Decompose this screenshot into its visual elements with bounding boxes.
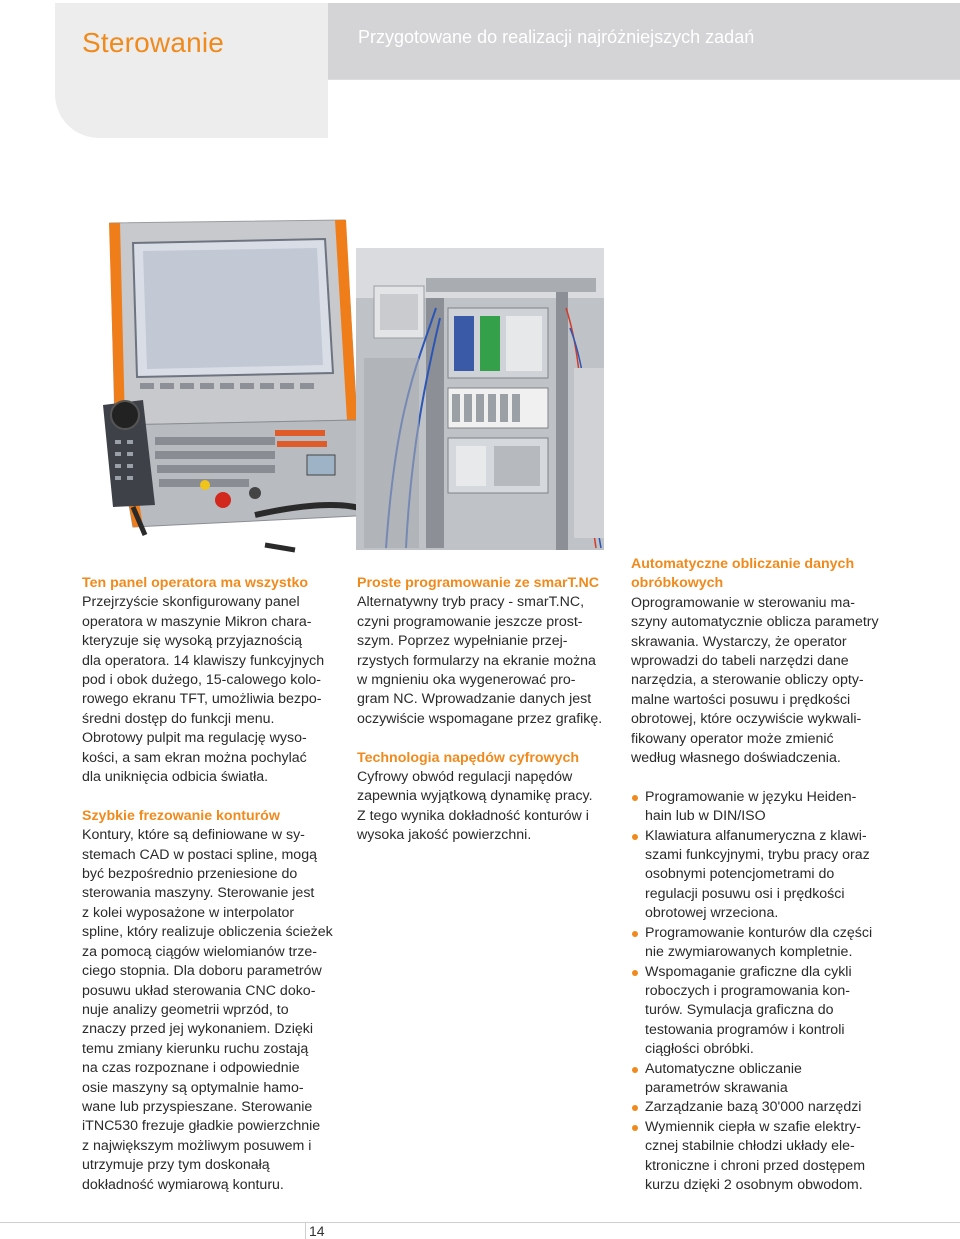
- list-item: Zarządzanie bazą 30'000 narzędzi: [631, 1098, 893, 1117]
- section-heading-smartnc: Proste programowanie ze smarT.NC: [357, 575, 600, 591]
- text-column-2: [357, 574, 619, 846]
- list-item: Programowanie w języku Heiden- hain lub w DIN/ISO: [631, 788, 893, 827]
- paragraph-digital-drives: Cyfrowy obwód regulacji napędów zapewnia wyjątkową dynamikę pracy. Z tego wynika dokładność konturów i wysoka jakość powierzchni.: [357, 769, 593, 844]
- page-number: 14: [309, 1223, 325, 1239]
- paragraph-contour-milling: Kontury, które są definiowane w sy- stemach CAD w postaci spline, mogą być bezpośrednio przeniesione do sterowania maszyny. Sterowanie jest z kolei wyposażone w interpolator spline, który realizuje obliczenia ścieżek za pomocą ciągów wielomianów trze- ciego stopnia. Dla doboru parametrów posuwu układ sterowania CNC doko- nuje analizy geometrii wprzód, to znaczy przed jej wykonaniem. Dzięki temu zmiany kierunku ruchu zostają na czas rozpoznane i odpowiednie osie maszyny są optymalnie hamo- wane lub przyspieszane. Sterowanie iTNC530 frezuje gładkie powierzchnie z największym możliwym posuwem i utrzymuje przy tym doskonałą dokładność wymiarową konturu.: [82, 827, 333, 1193]
- paragraph-smartnc: Alternatywny tryb pracy - smarT.NC, czyni programowanie jeszcze prost- szym. Poprzez wypełnianie przej- rzystych formularzy na ekranie można w mgnieniu oka wygenerować pro- gram NC. Wprowadzanie danych jest oczywiście wspomagane przez grafikę.: [357, 594, 603, 727]
- list-item: Wspomaganie graficzne dla cykli roboczych i programowania kon- turów. Symulacja graficzna do testowania programów i kontroli ciągłości obróbki.: [631, 963, 893, 1060]
- electrical-cabinet-photo: [356, 248, 604, 550]
- text-column-1: [82, 574, 344, 1195]
- paragraph-operator-panel: Przejrzyście skonfigurowany panel operatora w maszynie Mikron chara- kteryzuje się wysoką przyjaznością dla operatora. 14 klawiszy funkcyjnych pod i obok dużego, 15-calowego kolo- rowego ekranu TFT, umożliwia bezpo- średni dostęp do funkcji menu.: [82, 594, 325, 727]
- list-item: Klawiatura alfanumeryczna z klawi- szami funkcyjnymi, trybu pracy oraz osobnymi potencjometrami do regulacji posuwu osi i prędkości obrotowej wrzeciona.: [631, 827, 893, 924]
- list-item: Automatyczne obliczanie parametrów skrawania: [631, 1060, 893, 1099]
- footer-tick: [305, 1222, 306, 1239]
- bullet-icon: [632, 834, 638, 840]
- text-column-3: [631, 555, 893, 1195]
- section-heading-contour-milling: Szybkie frezowanie konturów: [82, 807, 280, 824]
- paragraph-rotating-desk: Obrotowy pulpit ma regulację wyso- kości, a sam ekran można pochylać dla uniknięcia odbicia światła.: [82, 730, 307, 786]
- paragraph-auto-calculation: Oprogramowanie w sterowaniu ma- szyny automatycznie oblicza parametry skrawania. Wystarczy, że operator wprowadzi do tabeli narzędzi dane narzędzia, a sterowanie obliczy opty- malne wartości posuwu i prędkości obrotowej, które oczywiście wykwali- fikowany operator może zmienić według własnego doświadczenia.: [631, 594, 879, 767]
- list-item: Programowanie konturów dla części nie zwymiarowanych kompletnie.: [631, 924, 893, 963]
- bullet-icon: [632, 931, 638, 937]
- bullet-icon: [632, 1105, 638, 1111]
- list-item: Wymiennik ciepła w szafie elektry- cznej stabilnie chłodzi układy ele- ktroniczne i chroni przed dostępem kurzu dzięki 2 osobnym obwodom.: [631, 1118, 893, 1196]
- header-divider: [328, 79, 960, 80]
- section-heading-digital-drives: Technologia napędów cyfrowych: [357, 749, 580, 766]
- operator-panel-photo: [95, 215, 390, 560]
- bullet-icon: [632, 1067, 638, 1073]
- header-tab: [55, 3, 328, 138]
- bullet-icon: [632, 795, 638, 801]
- page-title: Sterowanie: [82, 27, 225, 58]
- feature-list: [631, 788, 893, 1196]
- section-heading-operator-panel: Ten panel operatora ma wszystko: [82, 575, 309, 591]
- page-subtitle: Przygotowane do realizacji najróżniejszych zadań: [358, 27, 755, 47]
- footer-divider: [0, 1222, 960, 1223]
- bullet-icon: [632, 1125, 638, 1131]
- bullet-icon: [632, 970, 638, 976]
- section-heading-auto-calculation: Automatyczne obliczanie danych obróbkowych: [631, 556, 855, 592]
